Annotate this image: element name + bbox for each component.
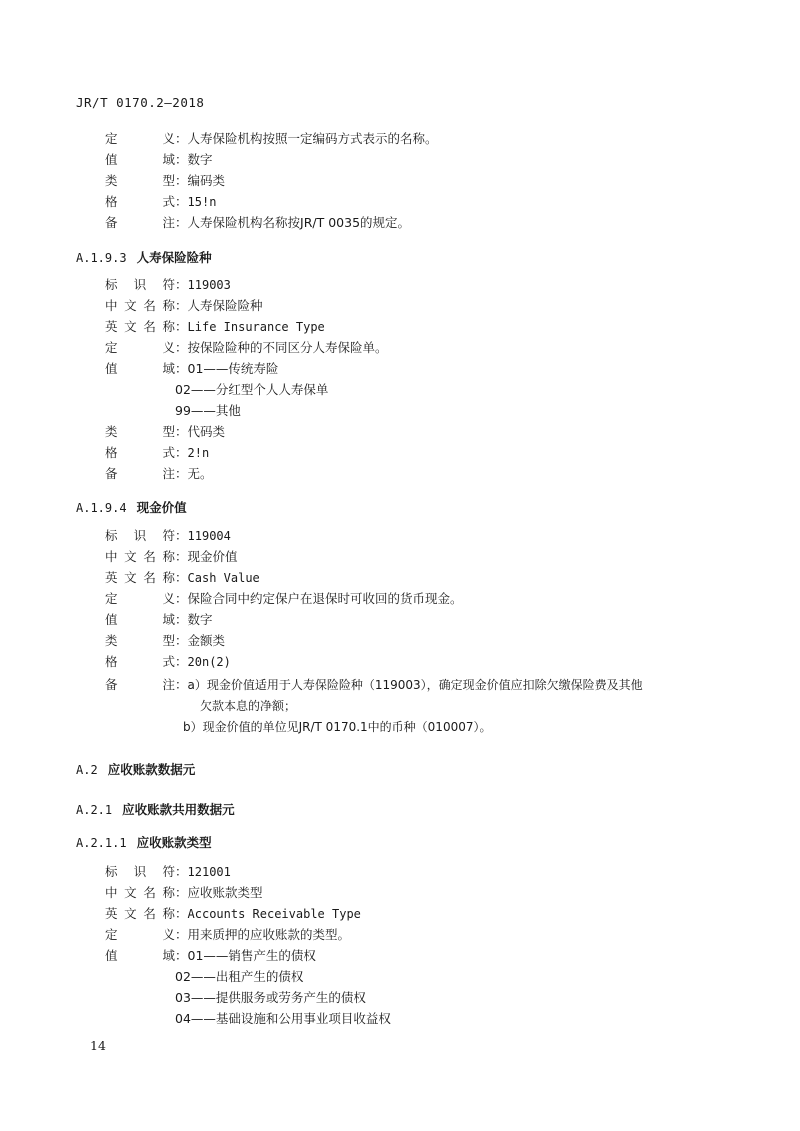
range-item: 03——提供服务或劳务产生的债权 [175,990,366,1005]
page-number: 14 [90,1038,106,1053]
field-type [105,171,225,191]
field-value: 2!n [187,446,210,460]
field-note [105,464,213,484]
field-type [105,631,225,651]
field-value: 人寿保险机构名称按JR/T 0035的规定。 [187,215,411,230]
field-label: 英文名称 [105,570,175,585]
section-number: A.1.9.4 [76,501,127,515]
section-number: A.2 [76,763,98,777]
note-item-b: b）现金价值的单位见JR/T 0170.1中的币种（010007）。 [183,720,492,734]
field-format [105,652,231,672]
field-value: 01——销售产生的债权 [187,948,316,963]
field-value: 人寿保险机构按照一定编码方式表示的名称。 [187,131,438,146]
field-colon: ： [175,570,188,585]
section-number: A.2.1.1 [76,836,127,850]
section-number: A.1.9.3 [76,251,127,265]
range-item: 04——基础设施和公用事业项目收益权 [175,1011,391,1026]
range-item: 02——分红型个人人寿保单 [175,382,329,397]
section-heading-a193 [76,248,212,266]
field-label: 格 式 [105,654,175,669]
field-label: 备 注 [105,677,175,692]
field-value: 119003 [187,278,231,292]
field-colon: ： [175,319,188,334]
field-colon: ： [175,906,188,921]
note-continuation: 欠款本息的净额； [200,699,297,713]
field-definition [105,129,438,149]
field-colon: ： [175,885,188,900]
field-colon: ： [175,215,188,230]
field-label: 格 式 [105,194,175,209]
field-identifier [105,526,231,546]
field-value: 无。 [187,466,213,481]
field-colon: ： [175,131,188,146]
field-label: 标 识 符 [105,277,175,292]
page-header: JR/T 0170.2—2018 [76,95,205,110]
field-format [105,192,216,212]
field-value: 15!n [187,195,217,209]
field-identifier [105,275,231,295]
field-definition [105,925,350,945]
section-title: 应收账款类型 [136,835,212,850]
field-label: 定 义 [105,340,175,355]
section-heading-a2 [76,760,195,778]
section-title: 应收账款数据元 [107,762,196,777]
field-colon: ： [175,298,188,313]
section-title: 人寿保险险种 [136,250,212,265]
field-colon: ： [175,173,188,188]
field-range [105,359,278,379]
field-colon: ： [175,152,188,167]
field-value: 数字 [187,152,213,167]
section-heading-a21 [76,800,235,818]
section-title: 现金价值 [136,500,187,515]
section-heading-a211 [76,833,212,851]
field-colon: ： [175,549,188,564]
field-label: 中文名称 [105,885,175,900]
field-value: 数字 [187,612,213,627]
field-label: 定 义 [105,591,175,606]
field-label: 类 型 [105,424,175,439]
section-title: 应收账款共用数据元 [122,802,235,817]
field-label: 标 识 符 [105,528,175,543]
field-value: 现金价值 [187,549,238,564]
field-label: 值 域 [105,948,175,963]
field-definition [105,338,388,358]
field-value: a）现金价值适用于人寿保险险种（119003），确定现金价值应扣除欠缴保险费及其他 [187,678,643,692]
field-value: Cash Value [187,571,260,585]
field-note [105,675,643,695]
field-type [105,422,225,442]
field-label: 格 式 [105,445,175,460]
field-colon: ： [175,194,188,209]
field-colon: ： [175,361,188,376]
field-label: 值 域 [105,361,175,376]
field-range [105,610,213,630]
section-heading-a194 [76,498,187,516]
field-value: Life Insurance Type [187,320,325,334]
field-value: 金额类 [187,633,226,648]
range-item: 02——出租产生的债权 [175,969,304,984]
field-note [105,213,410,233]
field-label: 定 义 [105,131,175,146]
field-range [105,150,213,170]
field-label: 备 注 [105,215,175,230]
field-value: 按保险险种的不同区分人寿保险单。 [187,340,388,355]
field-chinese-name [105,883,263,903]
field-english-name [105,317,325,337]
field-label: 备 注 [105,466,175,481]
field-value: 代码类 [187,424,226,439]
range-item: 99——其他 [175,403,241,418]
field-colon: ： [175,591,188,606]
field-chinese-name [105,547,238,567]
field-colon: ： [175,654,188,669]
field-value: 人寿保险险种 [187,298,263,313]
field-value: Accounts Receivable Type [187,907,361,921]
field-colon: ： [175,633,188,648]
field-definition [105,589,463,609]
field-colon: ： [175,612,188,627]
field-colon: ： [175,948,188,963]
field-label: 中文名称 [105,298,175,313]
field-colon: ： [175,864,188,879]
field-range [105,946,316,966]
field-colon: ： [175,677,188,692]
field-label: 标 识 符 [105,864,175,879]
field-label: 值 域 [105,152,175,167]
field-colon: ： [175,424,188,439]
field-label: 类 型 [105,173,175,188]
field-format [105,443,209,463]
field-value: 应收账款类型 [187,885,263,900]
field-label: 定 义 [105,927,175,942]
field-label: 英文名称 [105,319,175,334]
field-value: 20n(2) [187,655,231,669]
field-english-name [105,904,361,924]
field-colon: ： [175,445,188,460]
field-chinese-name [105,296,263,316]
field-colon: ： [175,340,188,355]
field-value: 编码类 [187,173,226,188]
field-value: 119004 [187,529,231,543]
field-colon: ： [175,528,188,543]
field-value: 01——传统寿险 [187,361,279,376]
field-label: 中文名称 [105,549,175,564]
field-value: 用来质押的应收账款的类型。 [187,927,351,942]
section-number: A.2.1 [76,803,113,817]
field-identifier [105,862,231,882]
field-value: 保险合同中约定保户在退保时可收回的货币现金。 [187,591,463,606]
field-colon: ： [175,466,188,481]
field-label: 类 型 [105,633,175,648]
field-label: 英文名称 [105,906,175,921]
field-value: 121001 [187,865,231,879]
field-colon: ： [175,927,188,942]
field-english-name [105,568,260,588]
field-label: 值 域 [105,612,175,627]
field-colon: ： [175,277,188,292]
